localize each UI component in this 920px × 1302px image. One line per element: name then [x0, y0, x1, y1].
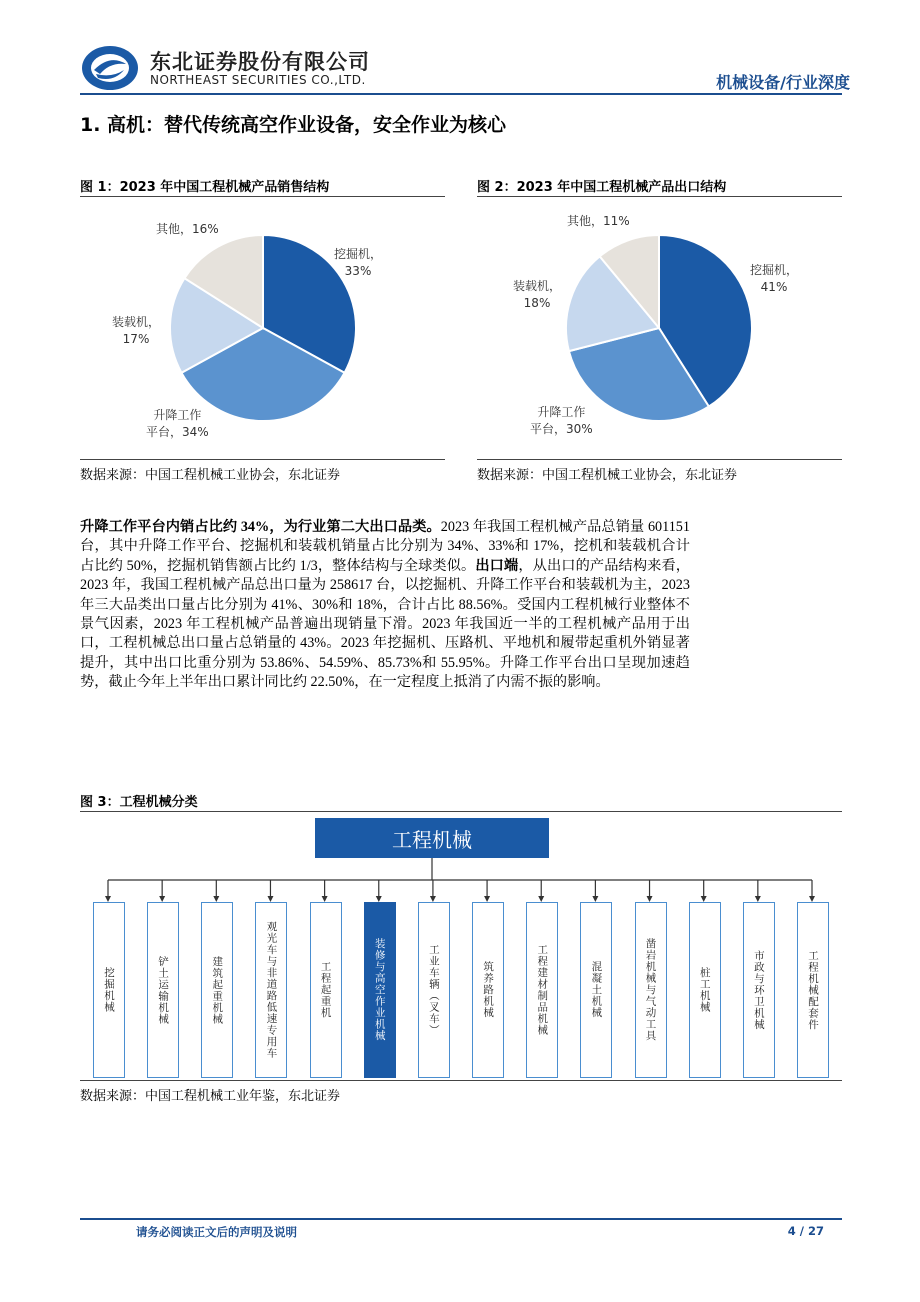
fig2-label-platform [530, 404, 593, 438]
classification-item-7 [472, 902, 504, 1078]
classification-item-3 [255, 902, 287, 1078]
figure2-top-rule [477, 196, 842, 197]
classification-item-1 [147, 902, 179, 1078]
classification-root: 工程机械 [315, 818, 549, 858]
figure1-source: 数据来源：中国工程机械工业协会，东北证券 [80, 468, 341, 483]
footer-disclaimer: 请务必阅读正文后的声明及说明 [136, 1225, 297, 1239]
classification-item-2 [201, 902, 233, 1078]
classification-item-5 [364, 902, 396, 1078]
figure1-top-rule [80, 196, 445, 197]
fig1-label-other: 其他，16% [156, 222, 219, 236]
classification-item-0 [93, 902, 125, 1078]
classification-item-label: 工程机械配套件 [807, 949, 819, 1031]
fig1-label-platform-name: 升降工作 [153, 408, 202, 422]
fig2-label-loader-value: 18% [523, 296, 551, 310]
paragraph-lead-2: 出口端 [475, 557, 519, 574]
company-name-en: NORTHEAST SECURITIES CO.,LTD. [150, 73, 366, 87]
fig2-label-platform-value: 平台，30% [530, 422, 593, 436]
fig1-label-platform [146, 407, 209, 441]
classification-item-label: 市政与环卫机械 [752, 949, 765, 1031]
fig2-label-excavator [750, 262, 798, 296]
classification-item-label: 挖掘机械 [103, 967, 115, 1013]
figure1-title: 图 1：2023 年中国工程机械产品销售结构 [80, 180, 330, 195]
page-number: 4 / 27 [787, 1224, 824, 1238]
fig2-label-excavator-name: 挖掘机， [750, 263, 799, 277]
classification-item-label: 桩工机械 [698, 967, 711, 1013]
fig1-label-platform-value: 平台，34% [146, 425, 209, 439]
body-paragraph [80, 518, 690, 693]
classification-item-label: 工程起重机 [319, 961, 332, 1019]
fig2-label-loader [513, 278, 561, 312]
figure2-bottom-rule [477, 459, 842, 460]
figure1-bottom-rule [80, 459, 445, 460]
classification-item-11 [689, 902, 721, 1078]
classification-item-6 [418, 902, 450, 1078]
classification-item-12 [743, 902, 775, 1078]
paragraph-text-1: 2023 年我国工程机械产品总销量 601151 台，其中升降工作平台、挖掘机和装载机销量占比分别为 34%、33%和 17%，挖机和装载机合计占比约 50%，挖掘机销售额占比约 1/3，整体结构与全球类似。 [80, 519, 690, 574]
fig1-label-excavator [334, 246, 382, 280]
header-divider [80, 93, 842, 95]
paragraph-lead-1: 升降工作平台内销占比约 34%，为行业第二大出口品类。 [80, 519, 441, 535]
fig1-label-excavator-value: 33% [344, 264, 372, 278]
classification-item-9 [580, 902, 612, 1078]
classification-item-4 [310, 902, 342, 1078]
paragraph-text-2: ，从出口的产品结构来看，2023 年，我国工程机械产品总出口量为 258617 台，以挖掘机、升降工作平台和装载机为主，2023 年三大品类出口量占比分别为 41%、30%和 18%，合计占比 88.56%。受国内工程机械行业整体不景气因素，2023 年工程机械产品普遍出现销量下滑。2023 年我国近一半的工程机械产品用于出口，工程机械总出口量占总销量的 43%。2023 年挖掘机、压路机、平地机和履带起重机外销显著提升，其中出口比重分别为 53.86%、54.59%、85.73%和 55.95%。升降工作平台出口呈现加速趋势，截止今年上半年出口累计同比约 22.50%，在一定程度上抵消了内需不振的影响。 [80, 557, 690, 691]
fig1-label-excavator-name: 挖掘机， [334, 247, 383, 261]
section-title: 1. 高机：替代传统高空作业设备，安全作业为核心 [80, 114, 507, 136]
fig2-label-excavator-value: 41% [760, 280, 788, 294]
company-logo-icon [80, 44, 140, 92]
footer-divider [80, 1218, 842, 1220]
classification-item-label: 凿岩机械与气动工具 [644, 938, 657, 1042]
classification-item-label: 观光车与非道路低速专用车 [265, 921, 278, 1059]
classification-connectors [80, 858, 842, 906]
fig1-label-loader [112, 314, 160, 348]
figure2-source: 数据来源：中国工程机械工业协会，东北证券 [477, 468, 738, 483]
classification-item-label: 铲土运输机械 [157, 955, 170, 1025]
fig2-label-platform-name: 升降工作 [537, 405, 586, 419]
report-tag: 机械设备/行业深度 [716, 73, 850, 92]
classification-item-label: 筑养路机械 [482, 961, 495, 1019]
fig2-label-loader-name: 装载机， [513, 279, 562, 293]
classification-item-label: 建筑起重机械 [211, 955, 224, 1025]
classification-item-8 [526, 902, 558, 1078]
fig1-label-loader-value: 17% [122, 332, 150, 346]
classification-item-label: 工业车辆（叉车） [427, 944, 440, 1036]
figure2-title: 图 2：2023 年中国工程机械产品出口结构 [477, 180, 727, 195]
fig1-label-loader-name: 装载机， [112, 315, 161, 329]
classification-item-label: 工程建材制品机械 [536, 944, 549, 1036]
figure3-source: 数据来源：中国工程机械工业年鉴，东北证券 [80, 1089, 341, 1104]
classification-item-label: 装修与高空作业机械 [373, 938, 386, 1042]
classification-item-10 [635, 902, 667, 1078]
figure3-top-rule [80, 811, 842, 812]
classification-item-label: 混凝土机械 [590, 961, 603, 1019]
fig2-label-other: 其他，11% [567, 214, 630, 228]
figure3-title: 图 3：工程机械分类 [80, 795, 198, 810]
classification-item-13 [797, 902, 829, 1078]
company-name-cn: 东北证券股份有限公司 [150, 50, 370, 74]
figure3-bottom-rule [80, 1080, 842, 1081]
